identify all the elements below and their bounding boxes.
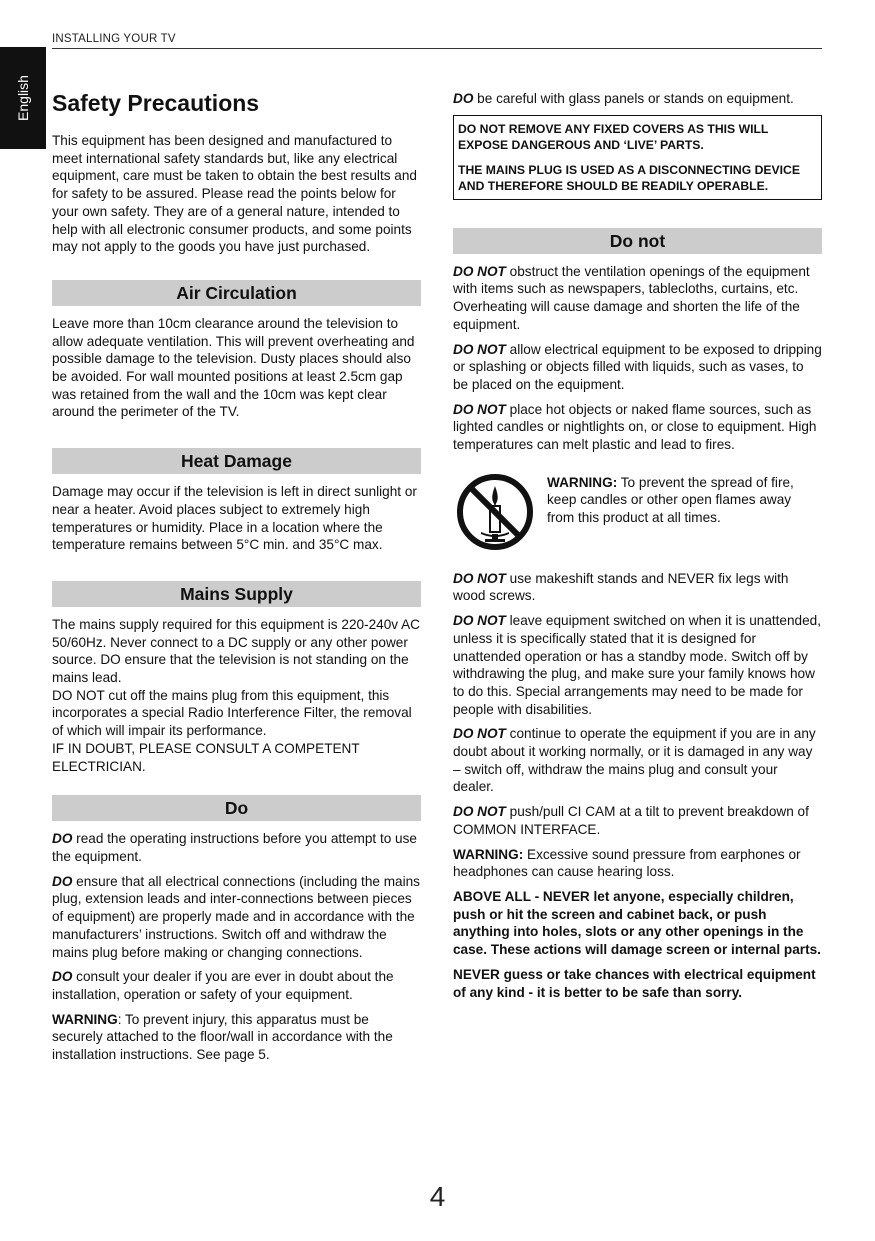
language-tab bbox=[0, 47, 46, 149]
do-item-3: DO consult your dealer if you are ever in doubt about the installation, operation or safety of your equipment. bbox=[52, 969, 394, 1002]
candle-warning-text: WARNING: To prevent the spread of fire, keep candles or other open flames away from this product at all times. bbox=[547, 474, 794, 526]
section-heading-heat-damage: Heat Damage bbox=[52, 448, 421, 474]
heat-damage-text: Damage may occur if the television is left in direct sunlight or near a heater. Avoid places subject to extremely high temperatures or humidity. Place in a location where the temperature remains between 5°C min. and 35°C max. bbox=[52, 484, 417, 553]
do-not-item-6: DO NOT continue to operate the equipment if you are in any doubt about it working normally, or it is damaged in any way – switch off, withdraw the mains plug and consult your dealer. bbox=[453, 726, 816, 795]
mains-supply-text-2: DO NOT cut off the mains plug from this equipment, this incorporates a special Radio Interference Filter, the removal of which will impair its performance. bbox=[52, 687, 412, 739]
right-column bbox=[453, 90, 822, 1008]
fixed-covers-notice: DO NOT REMOVE ANY FIXED COVERS AS THIS WILL EXPOSE DANGEROUS AND ‘LIVE’ PARTS. bbox=[458, 121, 769, 153]
running-header: INSTALLING YOUR TV bbox=[52, 33, 822, 49]
installation-warning: WARNING: To prevent injury, this apparatus must be securely attached to the floor/wall in accordance with the installation instructions. See page 5. bbox=[52, 1011, 393, 1063]
do-item-2: DO ensure that all electrical connections (including the mains plug, extension leads and inter-connections between pieces of equipment) are properly made and in accordance with the manufacturers’ instructions. Switch off and withdraw the mains plug before making or changing connections. bbox=[52, 873, 420, 960]
do-not-item-5: DO NOT leave equipment switched on when it is unattended, unless it is specifically stated that it is designed for unattended operation or has a standby mode. Switch off by withdrawing the plug, and make sure your family knows how to do this. Special arrangements may need to be made for people with disabilities. bbox=[453, 613, 822, 717]
section-heading-mains-supply: Mains Supply bbox=[52, 581, 421, 607]
live-parts-notice-box bbox=[453, 115, 822, 200]
page-title: Safety Precautions bbox=[52, 90, 260, 116]
no-open-flame-icon bbox=[455, 472, 535, 552]
never-guess-warning: NEVER guess or take chances with electrical equipment of any kind - it is better to be safe than sorry. bbox=[453, 966, 816, 1000]
above-all-warning: ABOVE ALL - NEVER let anyone, especially children, push or hit the screen and cabinet back, or push anything into holes, slots or any other openings in the case. These actions will damage screen or internal parts. bbox=[453, 888, 821, 958]
do-not-item-7: DO NOT push/pull CI CAM at a tilt to prevent breakdown of COMMON INTERFACE. bbox=[453, 804, 809, 837]
section-heading-air-circulation: Air Circulation bbox=[52, 280, 421, 306]
mains-supply-text-3: IF IN DOUBT, PLEASE CONSULT A COMPETENT ELECTRICIAN. bbox=[52, 740, 360, 774]
language-tab-label: English bbox=[14, 75, 31, 121]
left-column bbox=[52, 88, 421, 1071]
do-not-item-1: DO NOT obstruct the ventilation openings of the equipment with items such as newspapers, tablecloths, curtains, etc. Overheating will cause damage and shorten the life of the equipment. bbox=[453, 263, 810, 332]
mains-supply-text-1: The mains supply required for this equipment is 220-240v AC 50/60Hz. Never connect to a DC supply or any other power source. DO ensure that the television is not standing on the mains lead. bbox=[52, 616, 420, 686]
section-heading-do-not: Do not bbox=[453, 228, 822, 254]
sound-pressure-warning: WARNING: Excessive sound pressure from earphones or headphones can cause hearing loss. bbox=[453, 846, 801, 880]
do-not-item-3: DO NOT place hot objects or naked flame sources, such as lighted candles or nightlights on, or close to equipment. High temperatures can melt plastic and lead to fires. bbox=[453, 401, 817, 453]
do-glass-item: DO be careful with glass panels or stands on equipment. bbox=[453, 91, 794, 106]
intro-paragraph: This equipment has been designed and manufactured to meet international safety standards but, like any electrical equipment, care must be taken to obtain the best results and for safety to be assured. Please read the points below for your own safety. They are of a general nature, intended to help with all electronic consumer products, and some points may not apply to the goods you have just purchased. bbox=[52, 133, 417, 255]
do-not-item-4: DO NOT use makeshift stands and NEVER fix legs with wood screws. bbox=[453, 570, 789, 604]
do-item-1: DO read the operating instructions before you attempt to use the equipment. bbox=[52, 831, 417, 864]
mains-plug-notice: THE MAINS PLUG IS USED AS A DISCONNECTING DEVICE AND THEREFORE SHOULD BE READILY OPERABLE. bbox=[458, 162, 800, 194]
page-number: 4 bbox=[429, 1181, 446, 1212]
air-circulation-text: Leave more than 10cm clearance around the television to allow adequate ventilation. This will prevent overheating and possible damage to the television. Dusty places should also be avoided. For wall mounted positions at least 2.5cm gap was retained from the wall and the 10cm was kept clear around the perimeter of the TV. bbox=[52, 315, 415, 420]
candle-warning bbox=[453, 472, 822, 552]
do-not-item-2: DO NOT allow electrical equipment to be exposed to dripping or splashing or objects filled with liquids, such as vases, to be placed on the equipment. bbox=[453, 341, 822, 392]
section-heading-do: Do bbox=[52, 795, 421, 821]
